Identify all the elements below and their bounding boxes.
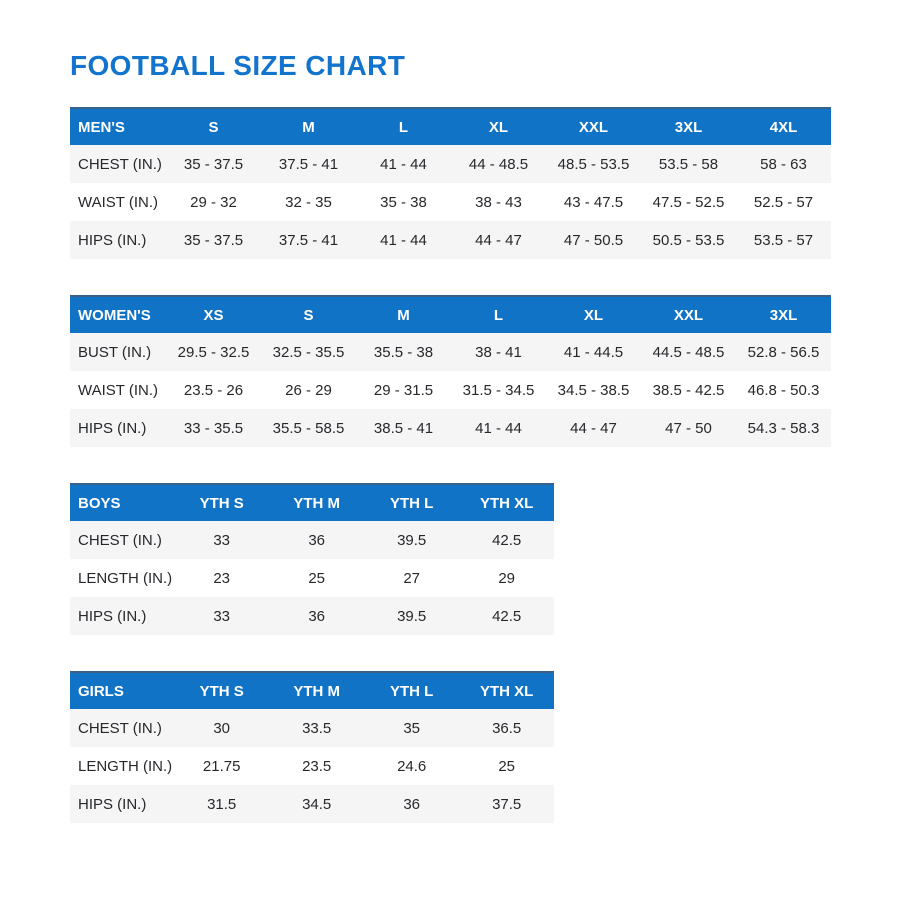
- size-value: 35.5 - 38: [373, 343, 434, 361]
- size-value: 37.5 - 41: [278, 231, 339, 249]
- size-value: 53.5 - 57: [753, 231, 814, 249]
- measurement-label: HIPS (IN.): [78, 419, 147, 437]
- size-column-header: XXL: [641, 296, 736, 333]
- table-row: [70, 145, 831, 183]
- size-value: 36.5: [492, 719, 522, 737]
- size-value: 41 - 44: [380, 155, 427, 173]
- size-value: 33: [213, 531, 231, 549]
- size-value: 35.5 - 58.5: [272, 419, 345, 437]
- size-value: 24.6: [397, 757, 427, 775]
- size-value: 32 - 35: [285, 193, 332, 211]
- size-column-header: YTH S: [174, 484, 269, 521]
- measurement-label: WAIST (IN.): [78, 381, 158, 399]
- size-value: 41 - 44: [380, 231, 427, 249]
- size-value: 31.5: [207, 795, 237, 813]
- size-value: 47.5 - 52.5: [652, 193, 725, 211]
- size-value: 38 - 41: [475, 343, 522, 361]
- table-row: [70, 333, 831, 371]
- size-value: 47 - 50: [665, 419, 712, 437]
- size-column-header: M: [356, 296, 451, 333]
- size-value: 31.5 - 34.5: [462, 381, 535, 399]
- measurement-label: HIPS (IN.): [78, 795, 147, 813]
- size-value: 36: [403, 795, 421, 813]
- size-column-header: YTH S: [174, 672, 269, 709]
- size-value: 39.5: [397, 531, 427, 549]
- size-column-header: XS: [166, 296, 261, 333]
- table-row: [70, 709, 554, 747]
- table-group-name: GIRLS: [70, 672, 174, 709]
- size-value: 33: [213, 607, 231, 625]
- size-column-header: S: [261, 296, 356, 333]
- size-column-header: 4XL: [736, 108, 831, 145]
- size-value: 44.5 - 48.5: [652, 343, 725, 361]
- size-value: 41 - 44: [475, 419, 522, 437]
- table-row: [70, 597, 554, 635]
- size-value: 33.5: [302, 719, 332, 737]
- size-value: 35 - 37.5: [183, 231, 244, 249]
- size-value: 25: [308, 569, 326, 587]
- size-value: 50.5 - 53.5: [652, 231, 725, 249]
- size-column-header: 3XL: [641, 108, 736, 145]
- size-value: 58 - 63: [760, 155, 807, 173]
- size-column-header: S: [166, 108, 261, 145]
- size-column-header: XL: [546, 296, 641, 333]
- size-column-header: YTH XL: [459, 672, 554, 709]
- table-header-row: [70, 108, 831, 145]
- size-value: 23.5 - 26: [183, 381, 244, 399]
- table-row: [70, 785, 554, 823]
- table-group-name: MEN'S: [70, 108, 166, 145]
- measurement-label: CHEST (IN.): [78, 155, 162, 173]
- table-row: [70, 521, 554, 559]
- measurement-label: HIPS (IN.): [78, 607, 147, 625]
- size-value: 34.5 - 38.5: [557, 381, 630, 399]
- mens-size-table: [70, 107, 831, 259]
- table-row: [70, 409, 831, 447]
- size-value: 33 - 35.5: [183, 419, 244, 437]
- size-column-header: L: [451, 296, 546, 333]
- size-column-header: XL: [451, 108, 546, 145]
- size-value: 54.3 - 58.3: [747, 419, 820, 437]
- size-value: 27: [403, 569, 421, 587]
- size-value: 42.5: [492, 607, 522, 625]
- table-header-row: [70, 296, 831, 333]
- measurement-label: LENGTH (IN.): [78, 569, 173, 587]
- size-value: 43 - 47.5: [563, 193, 624, 211]
- measurement-label: CHEST (IN.): [78, 531, 162, 549]
- table-header-row: [70, 672, 554, 709]
- size-value: 35 - 37.5: [183, 155, 244, 173]
- measurement-label: CHEST (IN.): [78, 719, 162, 737]
- measurement-label: LENGTH (IN.): [78, 757, 173, 775]
- size-value: 37.5 - 41: [278, 155, 339, 173]
- size-value: 29: [498, 569, 516, 587]
- size-column-header: M: [261, 108, 356, 145]
- womens-size-table: [70, 295, 831, 447]
- size-value: 37.5: [492, 795, 522, 813]
- measurement-label: WAIST (IN.): [78, 193, 158, 211]
- size-value: 53.5 - 58: [658, 155, 719, 173]
- size-value: 36: [308, 607, 326, 625]
- table-row: [70, 559, 554, 597]
- table-row: [70, 183, 831, 221]
- size-value: 47 - 50.5: [563, 231, 624, 249]
- girls-size-table: [70, 671, 554, 823]
- table-group-name: WOMEN'S: [70, 296, 166, 333]
- size-column-header: YTH L: [364, 672, 459, 709]
- table-row: [70, 221, 831, 259]
- measurement-label: HIPS (IN.): [78, 231, 147, 249]
- size-column-header: YTH XL: [459, 484, 554, 521]
- table-group-name: BOYS: [70, 484, 174, 521]
- size-value: 30: [213, 719, 231, 737]
- size-value: 23: [213, 569, 231, 587]
- size-column-header: XXL: [546, 108, 641, 145]
- size-value: 52.5 - 57: [753, 193, 814, 211]
- size-value: 29 - 31.5: [373, 381, 434, 399]
- size-value: 26 - 29: [285, 381, 332, 399]
- size-column-header: 3XL: [736, 296, 831, 333]
- size-value: 36: [308, 531, 326, 549]
- size-value: 38.5 - 41: [373, 419, 434, 437]
- size-value: 21.75: [202, 757, 241, 775]
- size-value: 25: [498, 757, 516, 775]
- size-value: 41 - 44.5: [563, 343, 624, 361]
- page-title: FOOTBALL SIZE CHART: [70, 50, 406, 81]
- size-value: 44 - 48.5: [468, 155, 529, 173]
- size-value: 48.5 - 53.5: [557, 155, 630, 173]
- size-value: 23.5: [302, 757, 332, 775]
- size-value: 35 - 38: [380, 193, 427, 211]
- table-header-row: [70, 484, 554, 521]
- size-value: 44 - 47: [475, 231, 522, 249]
- size-value: 52.8 - 56.5: [747, 343, 820, 361]
- size-value: 44 - 47: [570, 419, 617, 437]
- size-value: 34.5: [302, 795, 332, 813]
- boys-size-table: [70, 483, 554, 635]
- size-value: 46.8 - 50.3: [747, 381, 820, 399]
- size-value: 35: [403, 719, 421, 737]
- size-value: 42.5: [492, 531, 522, 549]
- size-value: 29.5 - 32.5: [177, 343, 250, 361]
- size-column-header: YTH L: [364, 484, 459, 521]
- table-row: [70, 747, 554, 785]
- size-value: 32.5 - 35.5: [272, 343, 345, 361]
- table-row: [70, 371, 831, 409]
- size-value: 29 - 32: [190, 193, 237, 211]
- size-value: 38 - 43: [475, 193, 522, 211]
- size-column-header: L: [356, 108, 451, 145]
- size-value: 39.5: [397, 607, 427, 625]
- size-column-header: YTH M: [269, 484, 364, 521]
- size-column-header: YTH M: [269, 672, 364, 709]
- size-value: 38.5 - 42.5: [652, 381, 725, 399]
- measurement-label: BUST (IN.): [78, 343, 152, 361]
